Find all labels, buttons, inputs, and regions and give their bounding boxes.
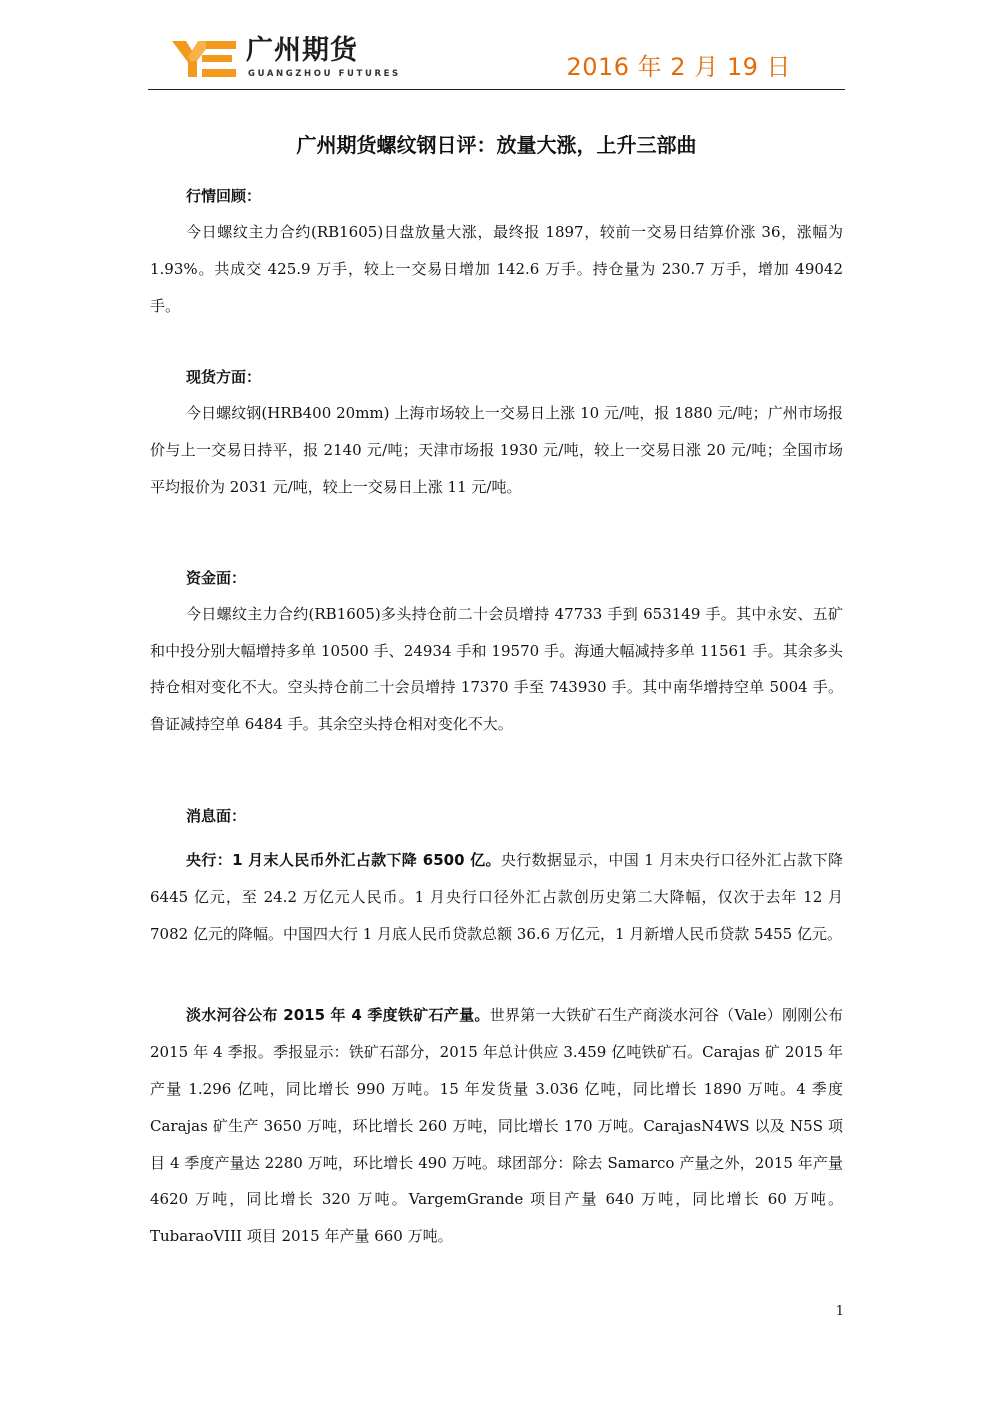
- document-body: [150, 178, 843, 1255]
- spacer: [150, 324, 843, 359]
- section-heading-funds: 资金面：: [186, 568, 247, 587]
- logo-english-name: GUANGZHOU FUTURES: [248, 69, 401, 79]
- logo-chinese-name: 广州期货: [246, 35, 358, 66]
- paragraph-market-review: 今日螺纹主力合约(RB1605)日盘放量大涨，最终报 1897，较前一交易日结算价涨 36，涨幅为 1.93%。共成交 425.9 万手，较上一交易日增加 142.6 万手。持仓量为 230.7 万手，增加 49042 手。: [150, 223, 843, 315]
- section-heading-market-review: 行情回顾：: [186, 187, 262, 205]
- page-number: 1: [835, 1304, 844, 1319]
- news-body-vale: 世界第一大铁矿石生产商淡水河谷（Vale）刚刚公布 2015 年 4 季报。季报显示：铁矿石部分，2015 年总计供应 3.459 亿吨铁矿石。Carajas 矿 2015 年产量 1.296 亿吨，同比增长 990 万吨。15 年发货量 3.036 亿吨，同比增长 1890 万吨。4 季度 Carajas 矿生产 3650 万吨，环比增长 260 万吨，同比增长 170 万吨。CarajasN4WS 以及 N5S 项目 4 季度产量达 2280 万吨，环比增长 490 万吨。球团部分：除去 Samarco 产量之外，2015 年产量 4620 万吨，同比增长 320 万吨。VargemGrande 项目产量 640 万吨，同比增长 60 万吨。TubaraoVIII 项目 2015 年产量 660 万吨。: [150, 1006, 843, 1246]
- paragraph-funds: 今日螺纹主力合约(RB1605)多头持仓前二十会员增持 47733 手到 653149 手。其中永安、五矿和中投分别大幅增持多单 10500 手、24934 手和 19570 手。海通大幅减持多单 11561 手。其余多头持仓相对变化不大。空头持仓前二十会员增持 17370 手至 743930 手。其中南华增持空单 5004 手。鲁证减持空单 6484 手。其余空头持仓相对变化不大。: [150, 604, 843, 734]
- spacer: [150, 834, 843, 842]
- spacer: [150, 506, 843, 560]
- news-lead-pboc: 央行：1 月末人民币外汇占款下降 6500 亿。: [186, 850, 501, 869]
- section-heading-spot: 现货方面：: [186, 368, 262, 387]
- guangzhou-futures-logo-icon: [172, 39, 238, 79]
- news-item-pboc: [150, 842, 843, 952]
- report-date: 2016 年 2 月 19 日: [566, 53, 791, 81]
- news-body-pboc: 央行数据显示，中国 1 月末央行口径外汇占款下降 6445 亿元，至 24.2 万亿元人民币。1 月央行口径外汇占款创历史第二大降幅，仅次于去年 12 月 7082 亿元的降幅。中国四大行 1 月底人民币贷款总额 36.6 万亿元，1 月新增人民币贷款 5455 亿元。: [150, 850, 843, 943]
- paragraph-spot: 今日螺纹钢(HRB400 20mm) 上海市场较上一交易日上涨 10 元/吨，报 1880 元/吨；广州市场报价与上一交易日持平，报 2140 元/吨；天津市场报 1930 元/吨，较上一交易日涨 20 元/吨；全国市场平均报价为 2031 元/吨，较上一交易日上涨 11 元/吨。: [150, 404, 843, 496]
- section-heading-news: 消息面：: [186, 806, 247, 825]
- news-lead-vale: 淡水河谷公布 2015 年 4 季度铁矿石产量。: [186, 1006, 490, 1025]
- page-header: [148, 32, 845, 90]
- spacer: [150, 743, 843, 798]
- spacer: [150, 952, 843, 997]
- header-divider: [148, 89, 845, 90]
- document-title: 广州期货螺纹钢日评：放量大涨，上升三部曲: [296, 133, 697, 157]
- news-item-vale: [150, 997, 843, 1255]
